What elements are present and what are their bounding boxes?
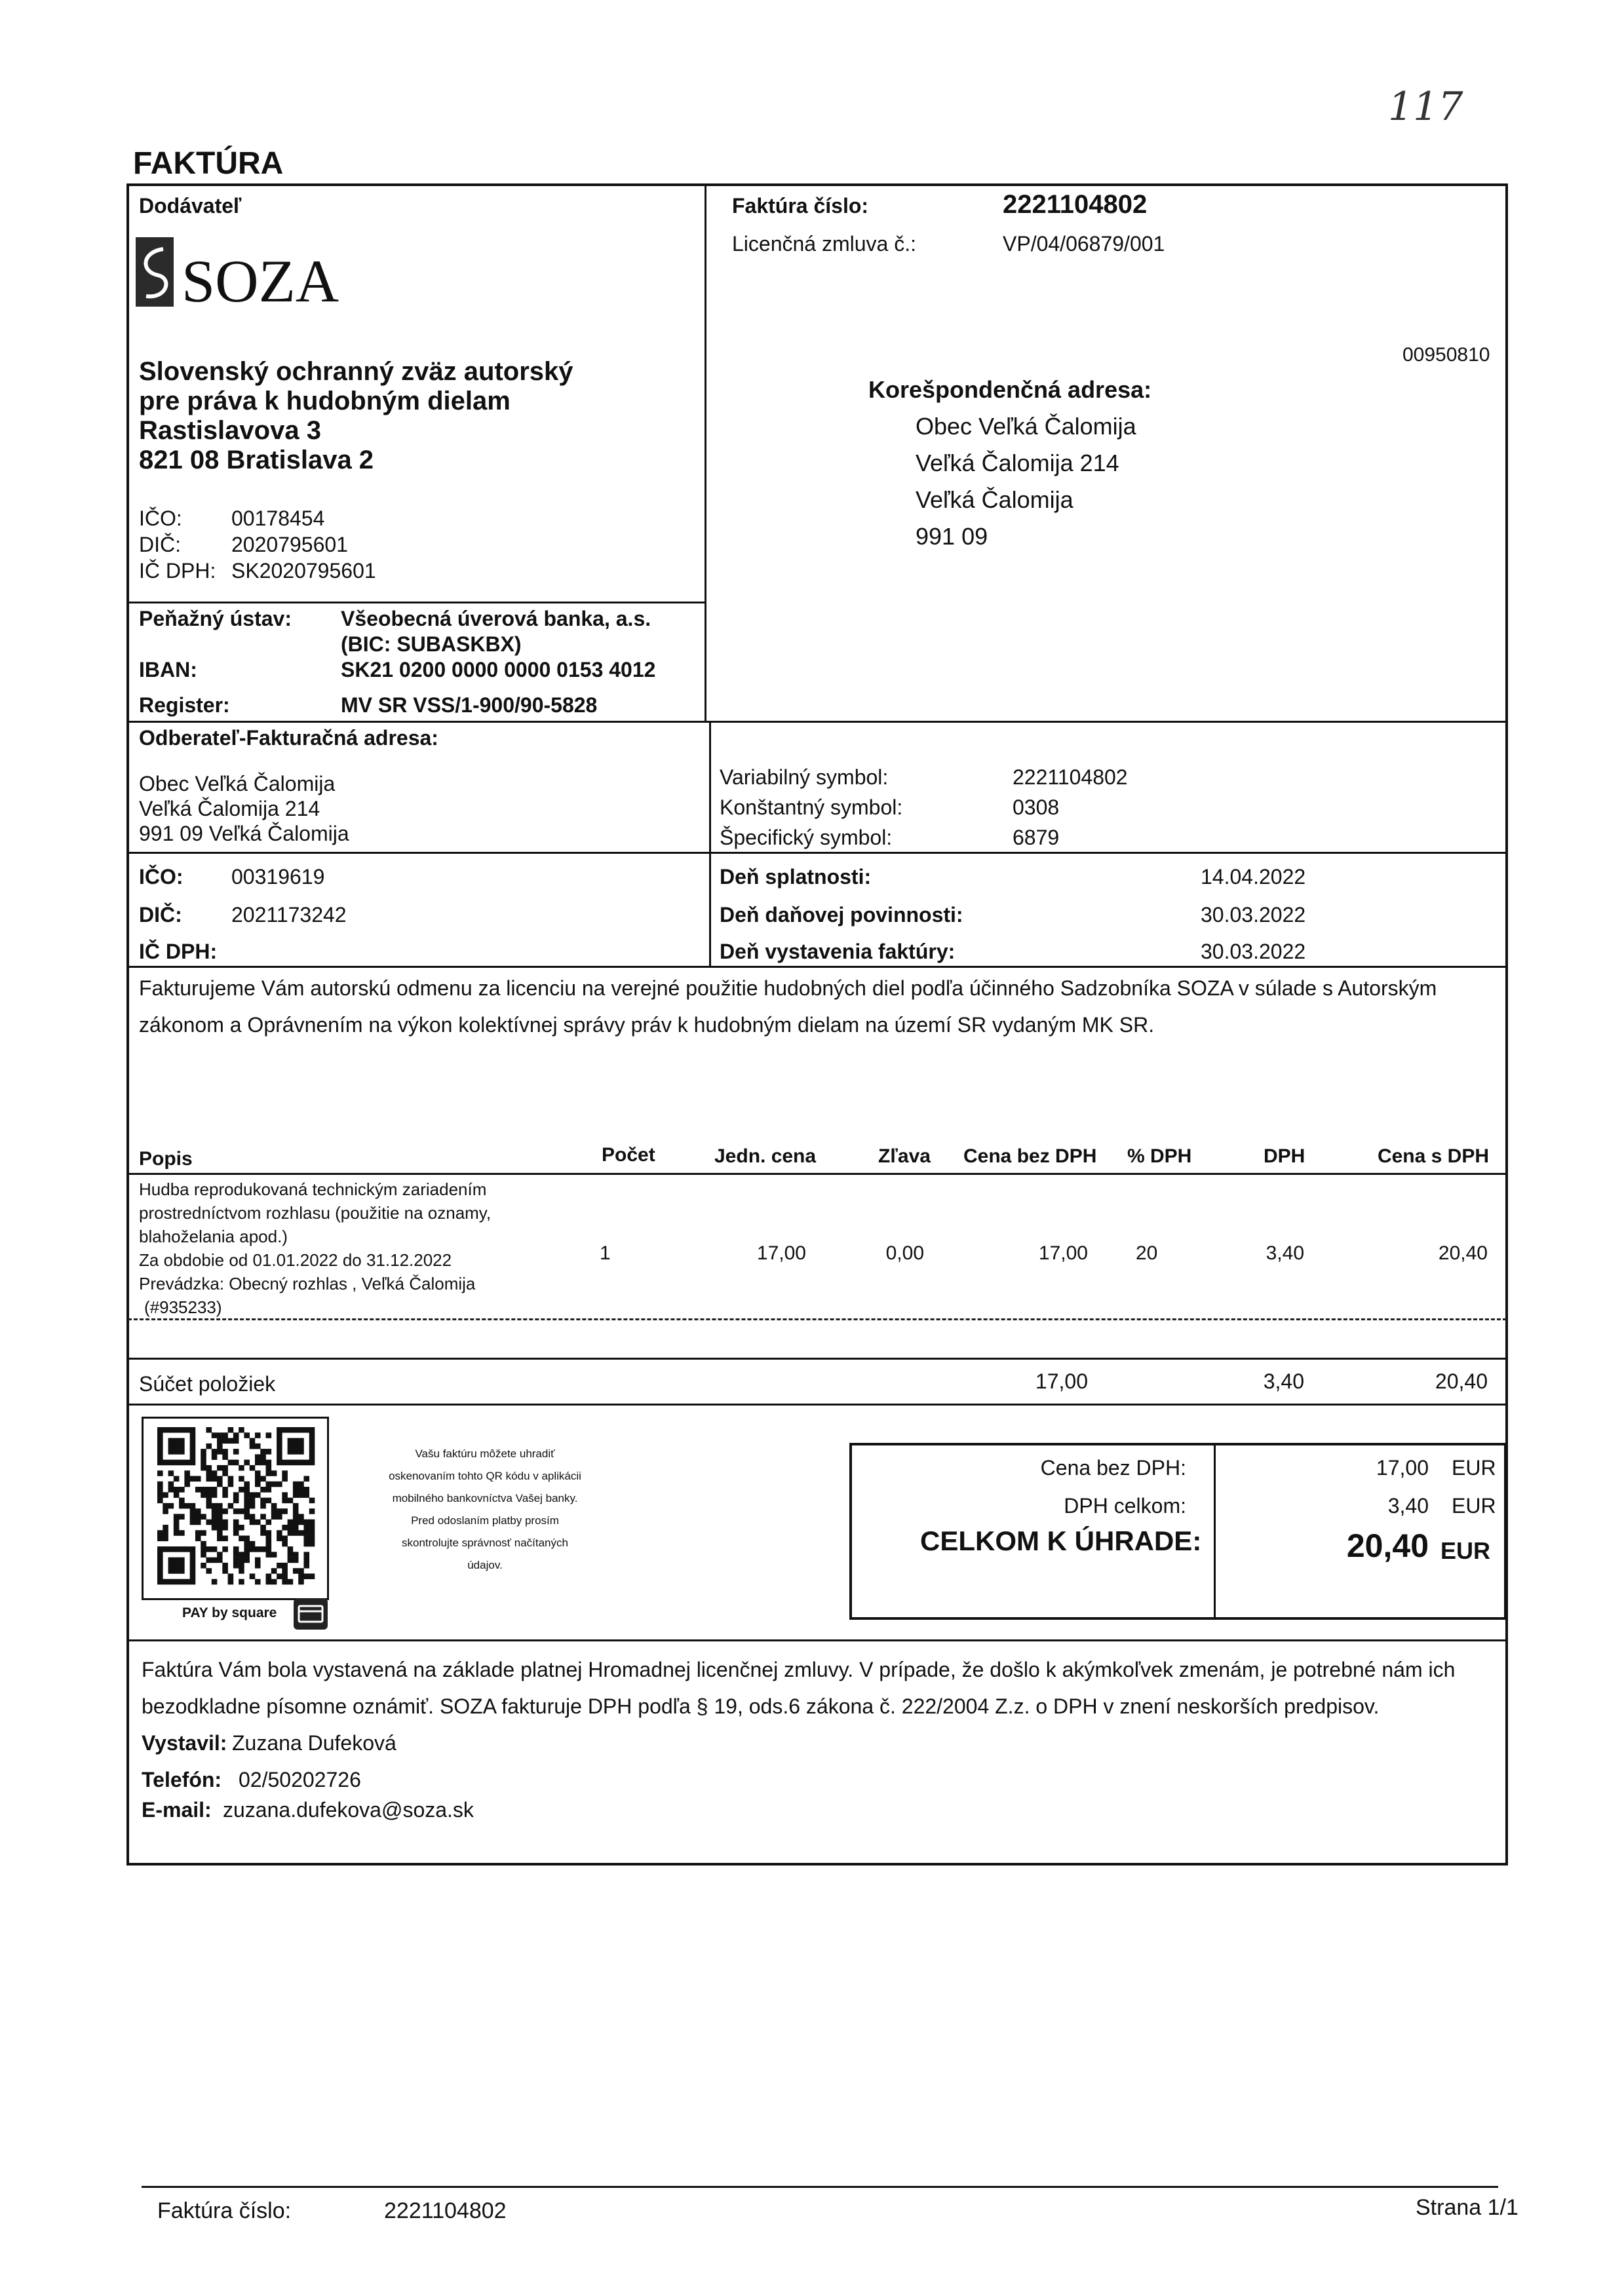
handwritten-page-number: 117 — [1388, 84, 1463, 130]
divider — [705, 185, 706, 722]
due-date-label: Deň splatnosti: — [720, 865, 872, 889]
customer-address-line: 991 09 Veľká Čalomija — [139, 822, 349, 845]
email-address: zuzana.dufekova@soza.sk — [223, 1798, 474, 1822]
divider — [128, 852, 1507, 854]
supplier-icdph-label: IČ DPH: — [139, 559, 216, 583]
supplier-ico-label: IČO: — [139, 507, 182, 530]
correspondence-heading: Korešpondenčná adresa: — [868, 376, 1152, 403]
row-description-line: Za obdobie od 01.01.2022 do 31.12.2022 — [139, 1250, 452, 1270]
issuer-label: Vystavil: — [142, 1731, 227, 1755]
sum-net: 17,00 — [1035, 1369, 1088, 1393]
total-net: 17,00 — [1376, 1456, 1429, 1480]
col-header-vat-rate: % DPH — [1127, 1145, 1192, 1167]
constant-symbol: 0308 — [1013, 795, 1060, 819]
card-icon — [292, 1597, 329, 1631]
col-header-qty: Počet — [602, 1144, 655, 1166]
divider — [1214, 1444, 1216, 1618]
row-description-line: blahoželania apod.) — [139, 1227, 288, 1246]
correspondence-line: Veľká Čalomija — [916, 486, 1073, 513]
supplier-address-street: Rastislavova 3 — [139, 416, 321, 445]
sum-vat: 3,40 — [1263, 1369, 1304, 1393]
due-date: 14.04.2022 — [1201, 865, 1306, 889]
divider — [128, 1404, 1507, 1406]
phone-number: 02/50202726 — [239, 1768, 361, 1791]
qr-instruction-line: mobilného bankovníctva Vašej banky. — [392, 1492, 578, 1504]
supplier-ico: 00178454 — [231, 507, 325, 530]
total-net-currency: EUR — [1452, 1456, 1496, 1480]
grand-total: 20,40 — [1346, 1527, 1429, 1564]
variable-symbol: 2221104802 — [1013, 765, 1128, 789]
qr-instructions — [367, 1443, 603, 1577]
divider — [128, 602, 705, 603]
email-label: E-mail: — [142, 1798, 212, 1822]
bank-bic: (BIC: SUBASKBX) — [341, 632, 522, 656]
intro-text-line: Fakturujeme Vám autorskú odmenu za licenciu na verejné použitie hudobných diel podľa účinného Sadzobníka SOZA v súlade s Autorským — [139, 976, 1437, 1000]
supplier-dic-label: DIČ: — [139, 533, 181, 556]
qr-code — [157, 1427, 315, 1584]
col-header-unit-price: Jedn. cena — [714, 1145, 817, 1167]
row-qty: 1 — [600, 1242, 611, 1264]
customer-dic-label: DIČ: — [139, 903, 182, 927]
supplier-address-city: 821 08 Bratislava 2 — [139, 446, 374, 474]
col-header-gross: Cena s DPH — [1377, 1145, 1489, 1167]
tax-date: 30.03.2022 — [1201, 903, 1306, 927]
col-header-vat: DPH — [1264, 1145, 1305, 1167]
divider — [128, 1318, 1507, 1320]
invoice-number-label: Faktúra číslo: — [732, 194, 869, 218]
footer-invoice-number: 2221104802 — [384, 2198, 507, 2223]
sum-gross: 20,40 — [1435, 1369, 1488, 1393]
intro-text-line: zákonom a Oprávnením na výkon kolektívnej správy práv k hudobným dielam na území SR vydaným MK SR. — [139, 1013, 1155, 1037]
supplier-name-line: pre práva k hudobným dielam — [139, 387, 511, 415]
customer-code: 00950810 — [1402, 344, 1490, 366]
customer-address-line: Veľká Čalomija 214 — [139, 797, 320, 820]
row-description-line: prostredníctvom rozhlasu (použitie na oznamy, — [139, 1203, 492, 1223]
row-vat-rate: 20 — [1136, 1242, 1158, 1264]
pay-by-square-label: PAY by square — [182, 1605, 277, 1620]
col-header-discount: Zľava — [878, 1145, 931, 1167]
correspondence-line: Obec Veľká Čalomija — [916, 413, 1136, 440]
qr-instruction-line: Pred odoslaním platby prosím — [411, 1514, 559, 1527]
customer-address-line: Obec Veľká Čalomija — [139, 772, 336, 795]
supplier-name-line: Slovenský ochranný zväz autorský — [139, 357, 573, 386]
customer-heading: Odberateľ-Fakturačná adresa: — [139, 726, 438, 750]
total-vat-label: DPH celkom: — [1064, 1494, 1186, 1518]
phone-label: Telefón: — [142, 1768, 222, 1791]
legal-text-line: Faktúra Vám bola vystavená na základe platnej Hromadnej licenčnej zmluvy. V prípade, že došlo k akýmkoľvek zmenám, je potrebné nám ich — [142, 1658, 1456, 1681]
qr-instruction-line: skontrolujte správnosť načítaných — [402, 1537, 568, 1549]
issue-date-label: Deň vystavenia faktúry: — [720, 940, 956, 963]
grand-total-label: CELKOM K ÚHRADE: — [920, 1525, 1202, 1556]
col-header-net: Cena bez DPH — [963, 1145, 1097, 1167]
issuer-name: Zuzana Dufeková — [232, 1731, 396, 1755]
footer-invoice-label: Faktúra číslo: — [157, 2198, 292, 2223]
divider — [128, 721, 1507, 723]
iban-label: IBAN: — [139, 658, 197, 681]
logo-text: SOZA — [182, 248, 339, 315]
correspondence-line: 991 09 — [916, 523, 988, 550]
specific-symbol: 6879 — [1013, 826, 1060, 849]
soza-logo — [134, 236, 339, 315]
row-description-line: Hudba reprodukovaná technickým zariadením — [139, 1179, 487, 1199]
total-net-label: Cena bez DPH: — [1040, 1456, 1186, 1480]
register-label: Register: — [139, 693, 230, 717]
bank-name: Všeobecná úverová banka, a.s. — [341, 607, 651, 630]
row-discount: 0,00 — [885, 1242, 924, 1264]
supplier-icdph: SK2020795601 — [231, 559, 376, 583]
sum-label: Súčet položiek — [139, 1372, 276, 1396]
constant-symbol-label: Konštantný symbol: — [720, 795, 903, 819]
specific-symbol-label: Špecifický symbol: — [720, 826, 893, 849]
register-value: MV SR VSS/1-900/90-5828 — [341, 693, 598, 717]
invoice-number: 2221104802 — [1003, 190, 1148, 219]
row-vat: 3,40 — [1266, 1242, 1304, 1264]
license-number: VP/04/06879/001 — [1003, 232, 1165, 256]
tax-date-label: Deň daňovej povinnosti: — [720, 903, 963, 927]
soza-logo-icon — [134, 236, 339, 315]
qr-instruction-line: údajov. — [467, 1559, 503, 1571]
footer-divider — [142, 2186, 1498, 2188]
qr-instruction-line: Vašu faktúru môžete uhradiť — [415, 1447, 555, 1460]
customer-dic: 2021173242 — [231, 903, 347, 927]
grand-total-currency: EUR — [1440, 1537, 1491, 1564]
correspondence-line: Veľká Čalomija 214 — [916, 450, 1119, 476]
row-net: 17,00 — [1038, 1242, 1088, 1264]
page-number: Strana 1/1 — [1416, 2195, 1518, 2220]
row-unit-price: 17,00 — [756, 1242, 806, 1264]
divider — [709, 722, 711, 966]
divider — [128, 1173, 1507, 1175]
bank-label: Peňažný ústav: — [139, 607, 292, 630]
divider — [128, 1358, 1507, 1360]
row-description-line: Prevádzka: Obecný rozhlas , Veľká Čalomija — [139, 1274, 476, 1293]
customer-ico-label: IČO: — [139, 865, 184, 889]
issue-date: 30.03.2022 — [1201, 940, 1306, 963]
iban-value: SK21 0200 0000 0000 0153 4012 — [341, 658, 656, 681]
qr-instruction-line: oskenovaním tohto QR kódu v aplikácii — [389, 1470, 581, 1482]
total-vat: 3,40 — [1387, 1494, 1429, 1518]
license-label: Licenčná zmluva č.: — [732, 232, 917, 256]
variable-symbol-label: Variabilný symbol: — [720, 765, 889, 789]
col-header-desc: Popis — [139, 1148, 193, 1170]
total-vat-currency: EUR — [1452, 1494, 1496, 1518]
row-gross: 20,40 — [1438, 1242, 1488, 1264]
customer-icdph-label: IČ DPH: — [139, 940, 218, 963]
supplier-dic: 2020795601 — [231, 533, 348, 556]
supplier-heading: Dodávateľ — [139, 194, 242, 218]
document-title: FAKTÚRA — [133, 146, 284, 181]
row-description-line: (#935233) — [144, 1297, 222, 1317]
divider — [128, 966, 1507, 968]
legal-text-line: bezodkladne písomne oznámiť. SOZA fakturuje DPH podľa § 19, ods.6 zákona č. 222/2004 Z.z. o DPH v znení neskorších predpisov. — [142, 1694, 1380, 1718]
divider — [128, 1639, 1507, 1641]
customer-ico: 00319619 — [231, 865, 325, 889]
